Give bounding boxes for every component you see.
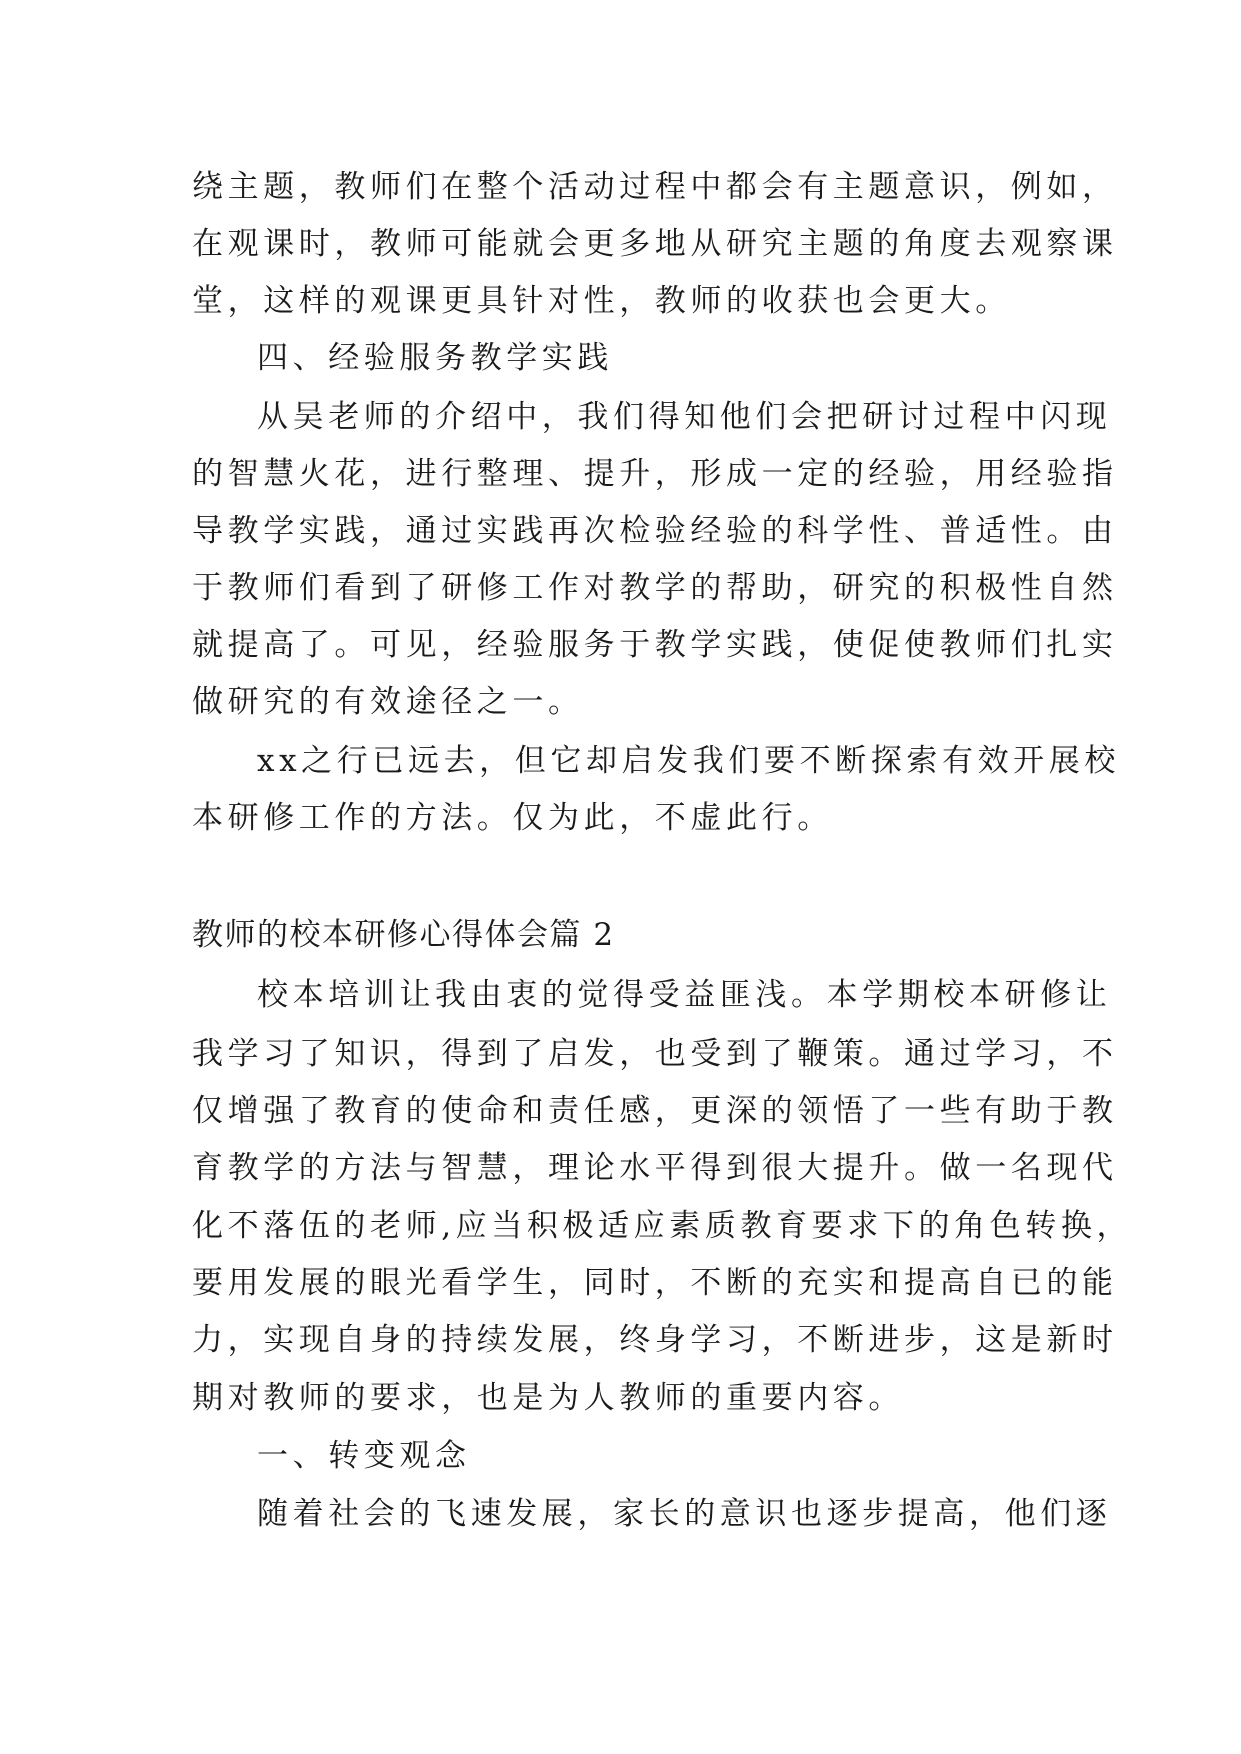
paragraph-line: 我学习了知识，得到了启发，也受到了鞭策。通过学习，不	[192, 1036, 1118, 1072]
paragraph-line: 仅增强了教育的使命和责任感，更深的领悟了一些有助于教	[192, 1093, 1118, 1129]
paragraph-line: 力，实现自身的持续发展，终身学习，不断进步，这是新时	[192, 1322, 1118, 1358]
paragraph-line: 做研究的有效途径之一。	[192, 684, 584, 720]
paragraph-line: 要用发展的眼光看学生，同时，不断的充实和提高自已的能	[192, 1265, 1118, 1301]
paragraph-line: 的智慧火花，进行整理、提升，形成一定的经验，用经验指	[192, 456, 1118, 492]
paragraph-line: 导教学实践，通过实践再次检验经验的科学性、普适性。由	[192, 513, 1118, 549]
paragraph-line: 就提高了。可见，经验服务于教学实践，使促使教师们扎实	[192, 627, 1118, 663]
paragraph-line: 随着社会的飞速发展，家长的意识也逐步提高，他们逐	[257, 1496, 1112, 1532]
paragraph-line: 期对教师的要求，也是为人教师的重要内容。	[192, 1380, 904, 1416]
paragraph-line: 在观课时，教师可能就会更多地从研究主题的角度去观察课	[192, 226, 1118, 262]
section-heading: 四、经验服务教学实践	[257, 340, 613, 376]
paragraph-line: 化不落伍的老师,应当积极适应素质教育要求下的角色转换，	[192, 1208, 1133, 1244]
paragraph-line: 校本培训让我由衷的觉得受益匪浅。本学期校本研修让	[257, 977, 1112, 1013]
section-heading: 一、转变观念	[257, 1438, 471, 1474]
paragraph-line: 本研修工作的方法。仅为此，不虚此行。	[192, 800, 833, 836]
paragraph-line: 从吴老师的介绍中，我们得知他们会把研讨过程中闪现	[257, 399, 1112, 435]
paragraph-line: 堂，这样的观课更具针对性，教师的收获也会更大。	[192, 283, 1011, 319]
article-title: 教师的校本研修心得体会篇 2	[192, 917, 615, 953]
paragraph-line: 育教学的方法与智慧，理论水平得到很大提升。做一名现代	[192, 1150, 1118, 1186]
paragraph-line: xx之行已远去，但它却启发我们要不断探索有效开展校	[257, 743, 1120, 779]
paragraph-line: 于教师们看到了研修工作对教学的帮助，研究的积极性自然	[192, 570, 1118, 606]
paragraph-line: 绕主题，教师们在整个活动过程中都会有主题意识，例如，	[192, 169, 1118, 205]
